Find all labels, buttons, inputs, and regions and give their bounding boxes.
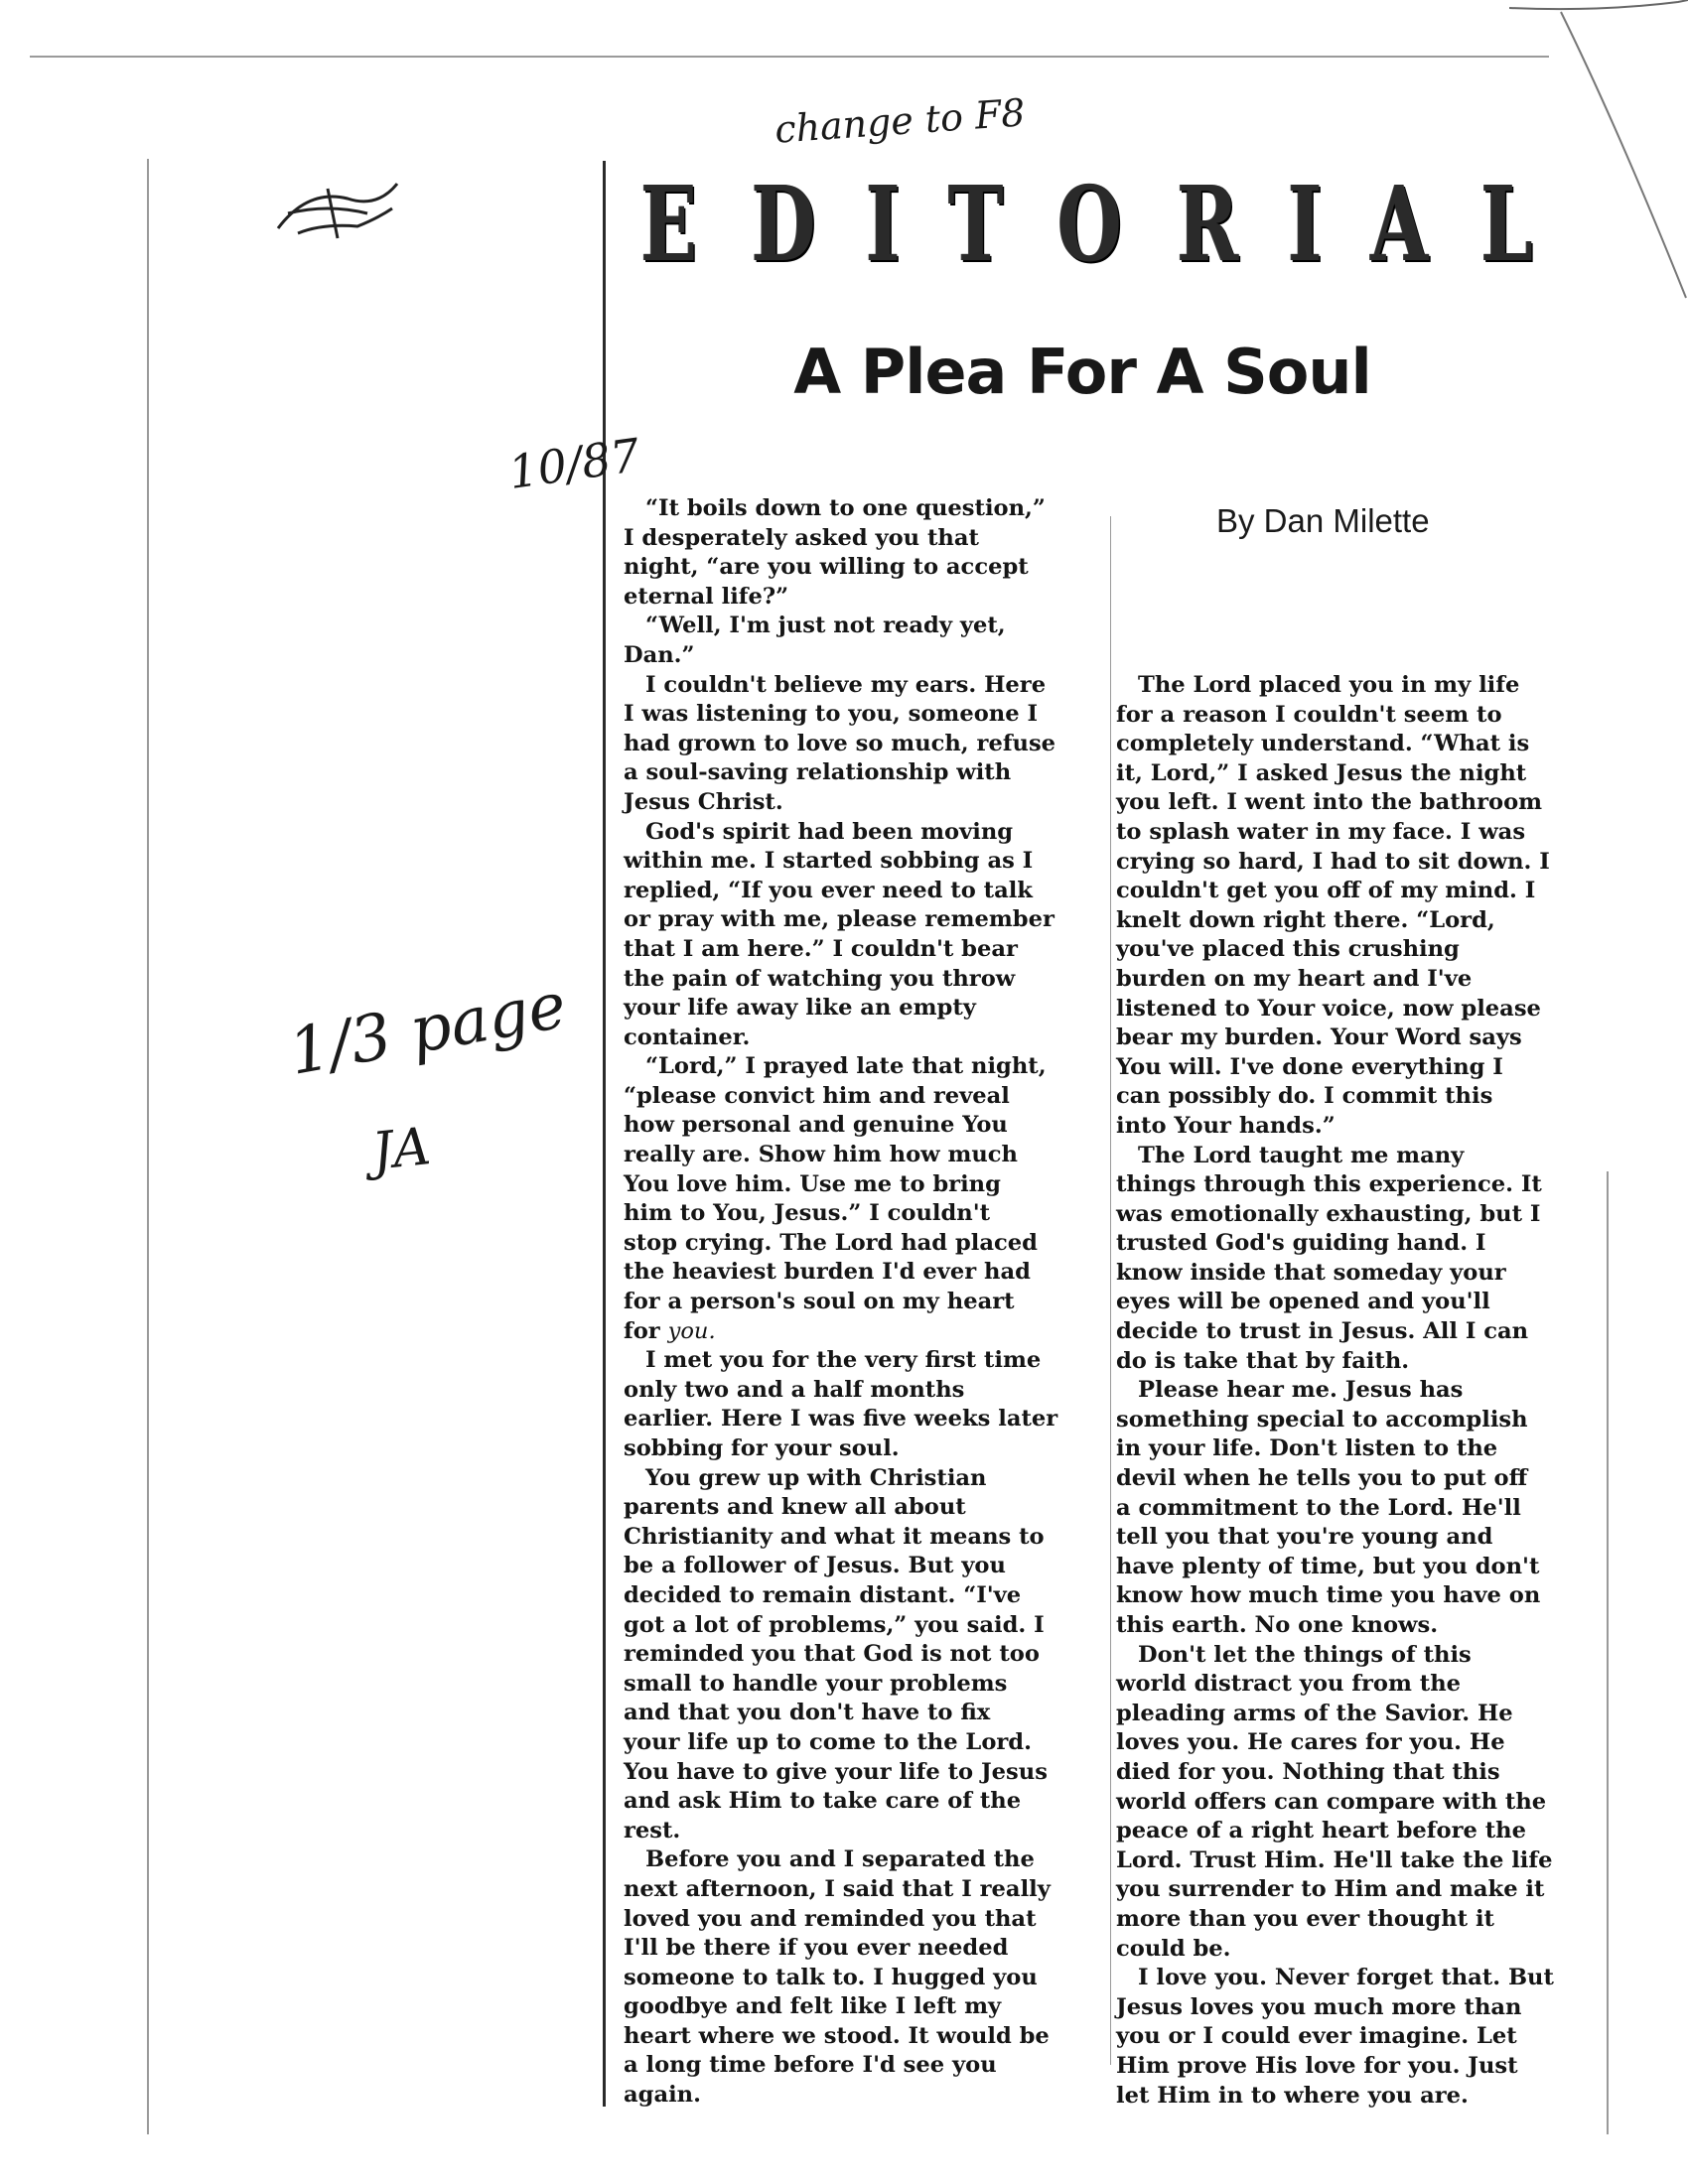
- line-text: or pray with me, please remember: [624, 906, 1055, 933]
- line-text: within me. I started sobbing as I: [624, 848, 1034, 875]
- article-line: [624, 2022, 1080, 2052]
- article-line: [1116, 1700, 1543, 1729]
- article-line: [1116, 1112, 1543, 1142]
- line-text: I love you. Never forget that. But: [1138, 1965, 1554, 1991]
- line-text: really are. Show him how much: [624, 1142, 1018, 1168]
- article-line: [1116, 2082, 1543, 2112]
- article-line: [624, 1258, 1080, 1288]
- article-line: [624, 847, 1080, 877]
- article-line: [1116, 788, 1543, 818]
- line-text: completely understand. “What is: [1116, 731, 1530, 757]
- line-text: I met you for the very first time: [645, 1347, 1042, 1374]
- line-text: have plenty of time, but you don't: [1116, 1553, 1540, 1579]
- article-line: [1116, 1317, 1543, 1347]
- article-line: [624, 994, 1080, 1024]
- line-text: decide to trust in Jesus. All I can: [1116, 1318, 1529, 1345]
- article-paragraph: [1116, 701, 1550, 1142]
- line-text: Him prove His love for you. Just: [1116, 2052, 1518, 2079]
- article-line: [1116, 1024, 1543, 1053]
- line-text: I desperately asked you that: [624, 524, 979, 551]
- article-line: [624, 935, 1080, 965]
- line-text: Jesus Christ.: [624, 788, 783, 815]
- article-line: [624, 877, 1080, 906]
- line-text: decided to remain distant. “I've: [624, 1581, 1022, 1608]
- article-line: [1116, 1170, 1543, 1200]
- scan-edge-left: [147, 159, 149, 2134]
- article-line: [1116, 1259, 1543, 1289]
- article-line: [1116, 2052, 1543, 2082]
- article-paragraph: [624, 1464, 1080, 1494]
- article-line: [1116, 935, 1543, 965]
- article-line: [624, 1728, 1080, 1758]
- article-line: [624, 1024, 1080, 1053]
- line-text: devil when he tells you to put off: [1116, 1465, 1528, 1492]
- article-line: [1116, 1406, 1543, 1435]
- masthead-letter: T: [947, 162, 1004, 285]
- line-text: You grew up with Christian: [645, 1464, 987, 1491]
- line-text: The Lord placed you in my life: [1138, 672, 1520, 698]
- article-line: [624, 671, 1080, 701]
- masthead-letter: I: [865, 162, 901, 285]
- article-line: [624, 1964, 1080, 1993]
- column-gutter-rule: [1110, 516, 1111, 2065]
- line-text: could be.: [1116, 1935, 1231, 1962]
- line-text: Lord. Trust Him. He'll take the life: [1116, 1846, 1553, 1873]
- article-paragraph: [624, 1493, 1080, 1845]
- article-line: [624, 1229, 1080, 1259]
- article-line: [1116, 1581, 1543, 1611]
- article-line: [624, 1905, 1080, 1935]
- article-line: [624, 641, 1080, 671]
- article-line: [1116, 1817, 1543, 1846]
- article-line: [1116, 1935, 1543, 1965]
- line-text: again.: [624, 2082, 701, 2109]
- article-column-left: [624, 494, 1080, 2111]
- line-text: things through this experience. It: [1116, 1171, 1542, 1198]
- article-paragraph: [624, 1082, 1080, 1317]
- line-text: couldn't get you off of my mind. I: [1116, 878, 1536, 904]
- article-line: [624, 758, 1080, 788]
- article-line: [624, 1845, 1080, 1875]
- line-text: loved you and reminded you that: [624, 1905, 1037, 1932]
- article-paragraph: [624, 612, 1080, 641]
- line-text: world offers can compare with the: [1116, 1788, 1547, 1815]
- article-line: [624, 553, 1080, 583]
- article-line: [624, 1611, 1080, 1641]
- line-text: it, Lord,” I asked Jesus the night: [1116, 759, 1527, 786]
- article-line: [1116, 1347, 1543, 1377]
- article-line: [1116, 1494, 1543, 1524]
- line-text: “Lord,” I prayed late that night,: [645, 1053, 1047, 1080]
- line-text: your life away like an empty: [624, 995, 976, 1022]
- article-paragraph: [1116, 671, 1543, 701]
- line-text: next afternoon, I said that I really: [624, 1875, 1051, 1902]
- article-line: [624, 905, 1080, 935]
- article-line: [1116, 1641, 1543, 1671]
- article-paragraph: [1116, 1376, 1543, 1406]
- line-text: can possibly do. I commit this: [1116, 1083, 1493, 1110]
- line-text: for: [624, 1317, 668, 1344]
- line-text: earlier. Here I was five weeks later: [624, 1406, 1058, 1433]
- article-line: [1116, 2022, 1543, 2052]
- line-text: rest.: [624, 1817, 681, 1843]
- masthead-letter: A: [1370, 162, 1429, 285]
- article-line: [624, 1758, 1080, 1788]
- article-line: [624, 818, 1080, 848]
- article-column-right: [1116, 671, 1554, 2111]
- article-line: [1116, 1434, 1543, 1464]
- article-line: [624, 1170, 1080, 1200]
- line-text: Before you and I separated the: [645, 1846, 1035, 1873]
- article-paragraph: [624, 1052, 1080, 1082]
- article-line: [1116, 1200, 1543, 1230]
- article-paragraph: [624, 1845, 1080, 1875]
- line-text: Dan.”: [624, 641, 695, 668]
- article-line: [624, 1111, 1080, 1141]
- line-text: container.: [624, 1024, 751, 1050]
- article-line: [1116, 1964, 1554, 1993]
- line-text: know how much time you have on: [1116, 1582, 1541, 1609]
- article-line: [624, 1052, 1080, 1082]
- article-line: [624, 1464, 1080, 1494]
- article-paragraph: [1116, 1670, 1553, 1964]
- article-byline: By Dan Milette: [1216, 502, 1430, 539]
- article-line: [1116, 671, 1543, 701]
- article-line: [1116, 877, 1543, 906]
- line-text: the heaviest burden I'd ever had: [624, 1259, 1031, 1286]
- article-line: [624, 1199, 1080, 1229]
- line-text: your life up to come to the Lord.: [624, 1728, 1032, 1755]
- article-paragraph: [1116, 1170, 1543, 1376]
- article-line: [624, 583, 1080, 613]
- line-text: Christianity and what it means to: [624, 1523, 1045, 1550]
- article-line: [624, 1670, 1080, 1700]
- line-text: that I am here.” I couldn't bear: [624, 935, 1018, 962]
- article-line: [1116, 1758, 1543, 1788]
- article-line: [1116, 701, 1543, 731]
- line-text: and ask Him to take care of the: [624, 1788, 1022, 1815]
- article-line: [624, 788, 1080, 818]
- handwritten-size-note: 1/3 page: [283, 969, 572, 1090]
- article-paragraph: [624, 524, 1080, 613]
- line-text: for a person's soul on my heart: [624, 1289, 1015, 1315]
- handwritten-top-note: change to F8: [773, 90, 1027, 152]
- scribble-mark: [268, 169, 407, 248]
- line-text: night, “are you willing to accept: [624, 554, 1029, 581]
- line-text: pleading arms of the Savior. He: [1116, 1700, 1513, 1726]
- article-line: [1116, 1905, 1543, 1935]
- article-line: [624, 1405, 1080, 1434]
- line-text: “please convict him and reveal: [624, 1082, 1010, 1109]
- line-text: You will. I've done everything I: [1116, 1053, 1503, 1080]
- article-line: [1116, 1846, 1553, 1876]
- article-paragraph: [1116, 1641, 1543, 1671]
- line-text: how personal and genuine You: [624, 1112, 1008, 1139]
- article-paragraph: [624, 700, 1080, 817]
- article-line: [624, 1082, 1080, 1112]
- article-line: [1116, 1229, 1543, 1259]
- article-line: [624, 612, 1080, 641]
- line-text: The Lord taught me many: [1138, 1142, 1465, 1168]
- article-line: [624, 1376, 1080, 1406]
- article-headline: A Plea For A Soul: [793, 336, 1371, 408]
- article-paragraph: [1116, 1993, 1543, 2111]
- line-text: to splash water in my face. I was: [1116, 818, 1526, 845]
- article-line: [1116, 1288, 1543, 1317]
- article-line: [624, 1523, 1080, 1553]
- masthead-letter: D: [751, 162, 816, 285]
- line-text: something special to accomplish: [1116, 1406, 1528, 1433]
- masthead-letter: R: [1177, 162, 1239, 285]
- line-text: I'll be there if you ever needed: [624, 1935, 1009, 1962]
- article-line: [1116, 1728, 1543, 1758]
- article-paragraph: [624, 494, 1080, 524]
- line-text: God's spirit had been moving: [645, 818, 1014, 845]
- line-text: was emotionally exhausting, but I: [1116, 1200, 1541, 1227]
- article-paragraph: [1116, 1406, 1543, 1641]
- line-text: You love him. Use me to bring: [624, 1170, 1001, 1197]
- masthead-letter: O: [1056, 162, 1122, 285]
- line-text: a soul-saving relationship with: [624, 759, 1012, 786]
- article-paragraph: [624, 1317, 1080, 1347]
- line-text: for a reason I couldn't seem to: [1116, 701, 1502, 728]
- article-line: [624, 1875, 1080, 1905]
- article-line: [1116, 730, 1543, 759]
- line-text: reminded you that God is not too: [624, 1641, 1040, 1668]
- line-text: “It boils down to one question,”: [645, 495, 1046, 521]
- article-line: [1116, 1611, 1543, 1641]
- article-line: [624, 1346, 1080, 1376]
- article-line: [624, 2051, 1080, 2081]
- line-text: more than you ever thought it: [1116, 1905, 1494, 1932]
- article-line: [624, 1434, 1080, 1464]
- line-text: “Well, I'm just not ready yet,: [645, 613, 1006, 639]
- article-line: [624, 1317, 1080, 1347]
- line-text: do is take that by faith.: [1116, 1347, 1410, 1374]
- article-line: [1116, 1376, 1543, 1406]
- article-line: [1116, 1142, 1543, 1171]
- article-line: [1116, 759, 1543, 789]
- article-paragraph: [624, 1346, 1080, 1376]
- article-line: [1116, 1788, 1547, 1818]
- article-line: [624, 524, 1080, 554]
- masthead-letter: L: [1480, 162, 1533, 285]
- article-line: [624, 1934, 1080, 1964]
- article-line: [1116, 1082, 1543, 1112]
- article-line: [624, 1640, 1080, 1670]
- line-text: parents and knew all about: [624, 1494, 966, 1521]
- line-text: only two and a half months: [624, 1376, 965, 1403]
- handwritten-initials: JA: [369, 1117, 434, 1182]
- article-line: [624, 1581, 1080, 1611]
- article-line: [624, 700, 1080, 730]
- line-text: eternal life?”: [624, 583, 789, 610]
- article-paragraph: [1116, 1142, 1543, 1171]
- article-paragraph: [624, 641, 1080, 671]
- line-text: I was listening to you, someone I: [624, 701, 1039, 728]
- line-text: into Your hands.”: [1116, 1112, 1336, 1139]
- article-line: [624, 494, 1080, 524]
- line-text: the pain of watching you throw: [624, 965, 1016, 992]
- line-text: you've placed this crushing: [1116, 936, 1460, 963]
- line-text: know inside that someday your: [1116, 1259, 1506, 1286]
- line-text: sobbing for your soul.: [624, 1435, 900, 1461]
- article-line: [1116, 995, 1543, 1024]
- line-text: replied, “If you ever need to talk: [624, 877, 1033, 903]
- line-text: peace of a right heart before the: [1116, 1818, 1526, 1844]
- line-text: this earth. No one knows.: [1116, 1612, 1439, 1638]
- article-paragraph: [1116, 1964, 1554, 1993]
- article-line: [1116, 906, 1543, 936]
- article-line: [624, 1699, 1080, 1728]
- article-line: [1116, 1464, 1543, 1494]
- masthead-letter: E: [640, 162, 698, 285]
- line-text: be a follower of Jesus. But you: [624, 1553, 1006, 1579]
- editorial-masthead: [630, 162, 1543, 285]
- article-paragraph: [624, 1376, 1080, 1464]
- scan-edge-right: [1607, 1171, 1609, 2134]
- line-text: burden on my heart and I've: [1116, 965, 1473, 992]
- article-line: [1116, 1993, 1543, 2023]
- article-line: [624, 1288, 1080, 1317]
- line-text: loves you. He cares for you. He: [1116, 1729, 1505, 1756]
- article-line: [1116, 1523, 1543, 1553]
- line-text: someone to talk to. I hugged you: [624, 1964, 1038, 1990]
- article-line: [624, 1141, 1080, 1170]
- article-line: [624, 1817, 1080, 1846]
- line-text: heart where we stood. It would be: [624, 2022, 1050, 2049]
- line-text: Jesus loves you much more than: [1116, 1993, 1522, 2020]
- article-line: [1116, 848, 1550, 878]
- handwritten-date-note: 10/87: [504, 428, 643, 499]
- line-text: a commitment to the Lord. He'll: [1116, 1494, 1521, 1521]
- article-line: [624, 1552, 1080, 1581]
- line-text: world distract you from the: [1116, 1671, 1462, 1698]
- masthead-letter: I: [1288, 162, 1324, 285]
- article-line: [624, 1992, 1080, 2022]
- line-text: you left. I went into the bathroom: [1116, 789, 1543, 816]
- line-text: stop crying. The Lord had placed: [624, 1229, 1038, 1256]
- line-text: let Him in to where you are.: [1116, 2082, 1469, 2109]
- line-text: knelt down right there. “Lord,: [1116, 906, 1495, 933]
- line-text: got a lot of problems,” you said. I: [624, 1611, 1045, 1638]
- article-line: [624, 1787, 1080, 1817]
- line-text: crying so hard, I had to sit down. I: [1116, 848, 1550, 875]
- article-line: [624, 2081, 1080, 2111]
- line-text: and that you don't have to fix: [624, 1700, 991, 1726]
- line-text: listened to Your voice, now please: [1116, 995, 1541, 1022]
- line-text: him to You, Jesus.” I couldn't: [624, 1200, 991, 1227]
- article-line: [1116, 965, 1543, 995]
- article-line: [1116, 818, 1543, 848]
- article-paragraph: [624, 847, 1080, 1052]
- article-paragraph: [624, 1875, 1080, 2111]
- line-text: a long time before I'd see you: [624, 2052, 997, 2079]
- line-text: tell you that you're young and: [1116, 1524, 1493, 1551]
- article-paragraph: [624, 818, 1080, 848]
- article-line: [1116, 1053, 1543, 1083]
- line-text: bear my burden. Your Word says: [1116, 1024, 1522, 1051]
- article-line: [1116, 1553, 1543, 1582]
- line-text: You have to give your life to Jesus: [624, 1758, 1048, 1785]
- line-text: you surrender to Him and make it: [1116, 1876, 1545, 1903]
- article-line: [1116, 1875, 1543, 1905]
- line-text: I couldn't believe my ears. Here: [645, 671, 1047, 698]
- article-line: [624, 1493, 1080, 1523]
- emphasis-text: you.: [667, 1317, 716, 1344]
- article-paragraph: [624, 671, 1080, 701]
- scan-top-rule: [30, 56, 1549, 58]
- line-text: small to handle your problems: [624, 1670, 1008, 1697]
- line-text: Please hear me. Jesus has: [1138, 1377, 1464, 1404]
- line-text: goodbye and felt like I left my: [624, 1993, 1002, 2020]
- article-line: [624, 730, 1080, 759]
- article-line: [624, 965, 1080, 995]
- line-text: eyes will be opened and you'll: [1116, 1289, 1490, 1315]
- line-text: in your life. Don't listen to the: [1116, 1435, 1498, 1462]
- line-text: you or I could ever imagine. Let: [1116, 2023, 1517, 2050]
- line-text: died for you. Nothing that this: [1116, 1758, 1500, 1785]
- line-text: trusted God's guiding hand. I: [1116, 1230, 1486, 1257]
- line-text: Don't let the things of this: [1138, 1641, 1472, 1668]
- line-text: had grown to love so much, refuse: [624, 730, 1056, 756]
- article-line: [1116, 1670, 1543, 1700]
